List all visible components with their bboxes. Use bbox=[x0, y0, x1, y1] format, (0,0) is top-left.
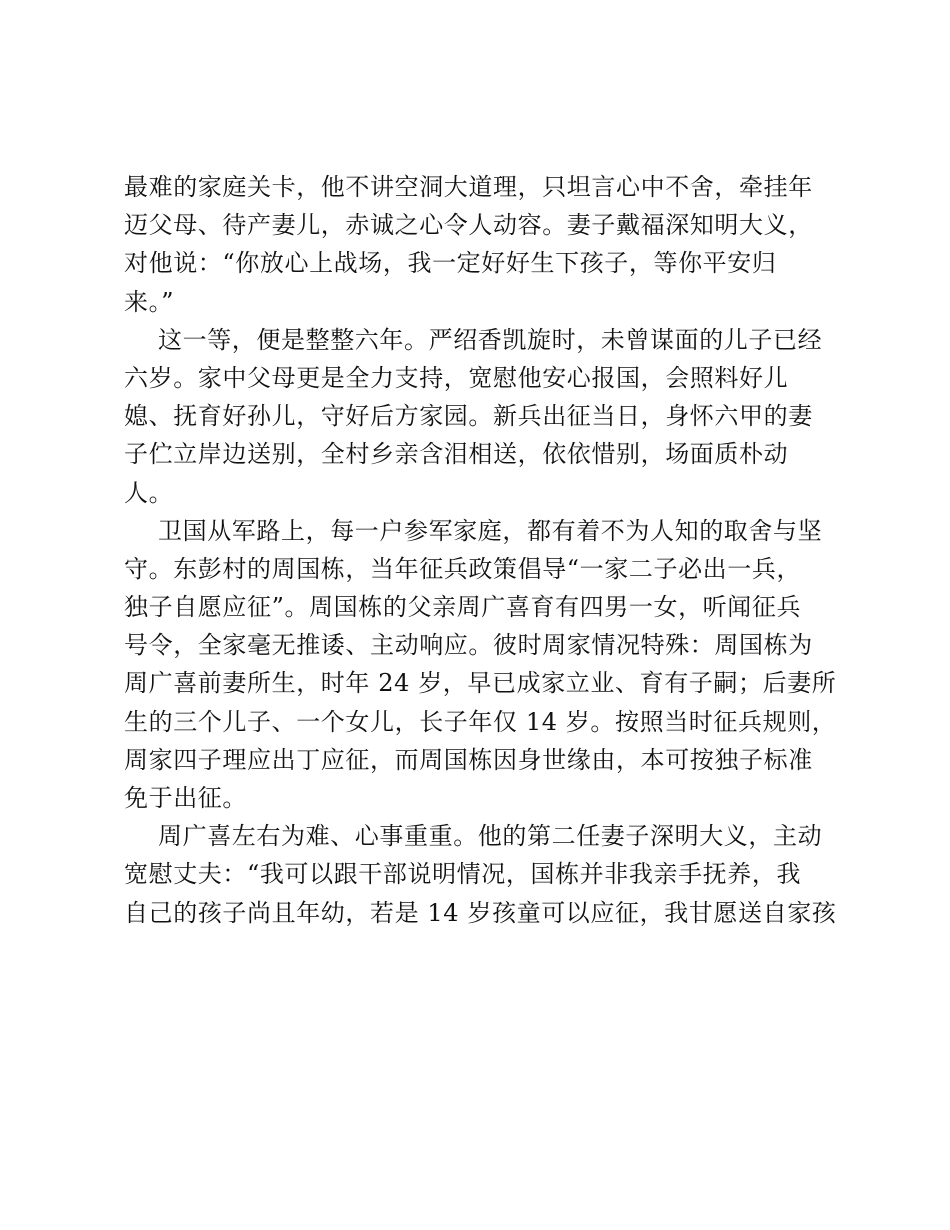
paragraph-start-line: 这一等，便是整整六年。严绍香凯旋时，未曾谋面的儿子已经 bbox=[158, 325, 823, 354]
text-line: 媳、抚育好孙儿，守好后方家园。新兵出征当日，身怀六甲的妻 bbox=[124, 402, 813, 431]
text-line: 周广喜前妻所生，时年 24 岁，早已成家立业、育有子嗣；后妻所 bbox=[124, 669, 837, 698]
paragraph-start-line: 周广喜左右为难、心事重重。他的第二任妻子深明大义，主动 bbox=[158, 822, 823, 851]
text-line: 来。” bbox=[124, 287, 175, 316]
text-line: 子伫立岸边送别，全村乡亲含泪相送，依依惜别，场面质朴动 bbox=[124, 440, 789, 469]
text-line: 宽慰丈夫：“我可以跟干部说明情况，国栋并非我亲手抚养，我 bbox=[124, 860, 802, 889]
text-line: 人。 bbox=[124, 478, 174, 507]
text-line: 守。东彭村的周国栋，当年征兵政策倡导“一家二子必出一兵， bbox=[124, 554, 802, 583]
text-line: 对他说：“你放心上战场，我一定好好生下孩子，等你平安归 bbox=[124, 249, 777, 278]
text-line: 迈父母、待产妻儿，赤诚之心令人动容。妻子戴福深知明大义， bbox=[124, 211, 813, 240]
body-text bbox=[124, 168, 837, 932]
text-line: 号令，全家毫无推诿、主动响应。彼时周家情况特殊：周国栋为 bbox=[124, 631, 813, 660]
text-line: 六岁。家中父母更是全力支持，宽慰他安心报国，会照料好儿 bbox=[124, 363, 789, 392]
text-line: 自己的孩子尚且年幼，若是 14 岁孩童可以应征，我甘愿送自家孩 bbox=[124, 898, 837, 927]
text-line: 生的三个儿子、一个女儿，长子年仅 14 岁。按照当时征兵规则， bbox=[124, 707, 837, 736]
paragraph-start-line: 卫国从军路上，每一户参军家庭，都有着不为人知的取舍与坚 bbox=[158, 516, 823, 545]
text-line: 独子自愿应征”。周国栋的父亲周广喜育有四男一女，听闻征兵 bbox=[124, 593, 802, 622]
text-line: 最难的家庭关卡，他不讲空洞大道理，只坦言心中不舍，牵挂年 bbox=[124, 173, 813, 201]
text-line: 周家四子理应出丁应征，而周国栋因身世缘由，本可按独子标准 bbox=[124, 745, 813, 774]
text-line: 免于出征。 bbox=[124, 784, 247, 812]
